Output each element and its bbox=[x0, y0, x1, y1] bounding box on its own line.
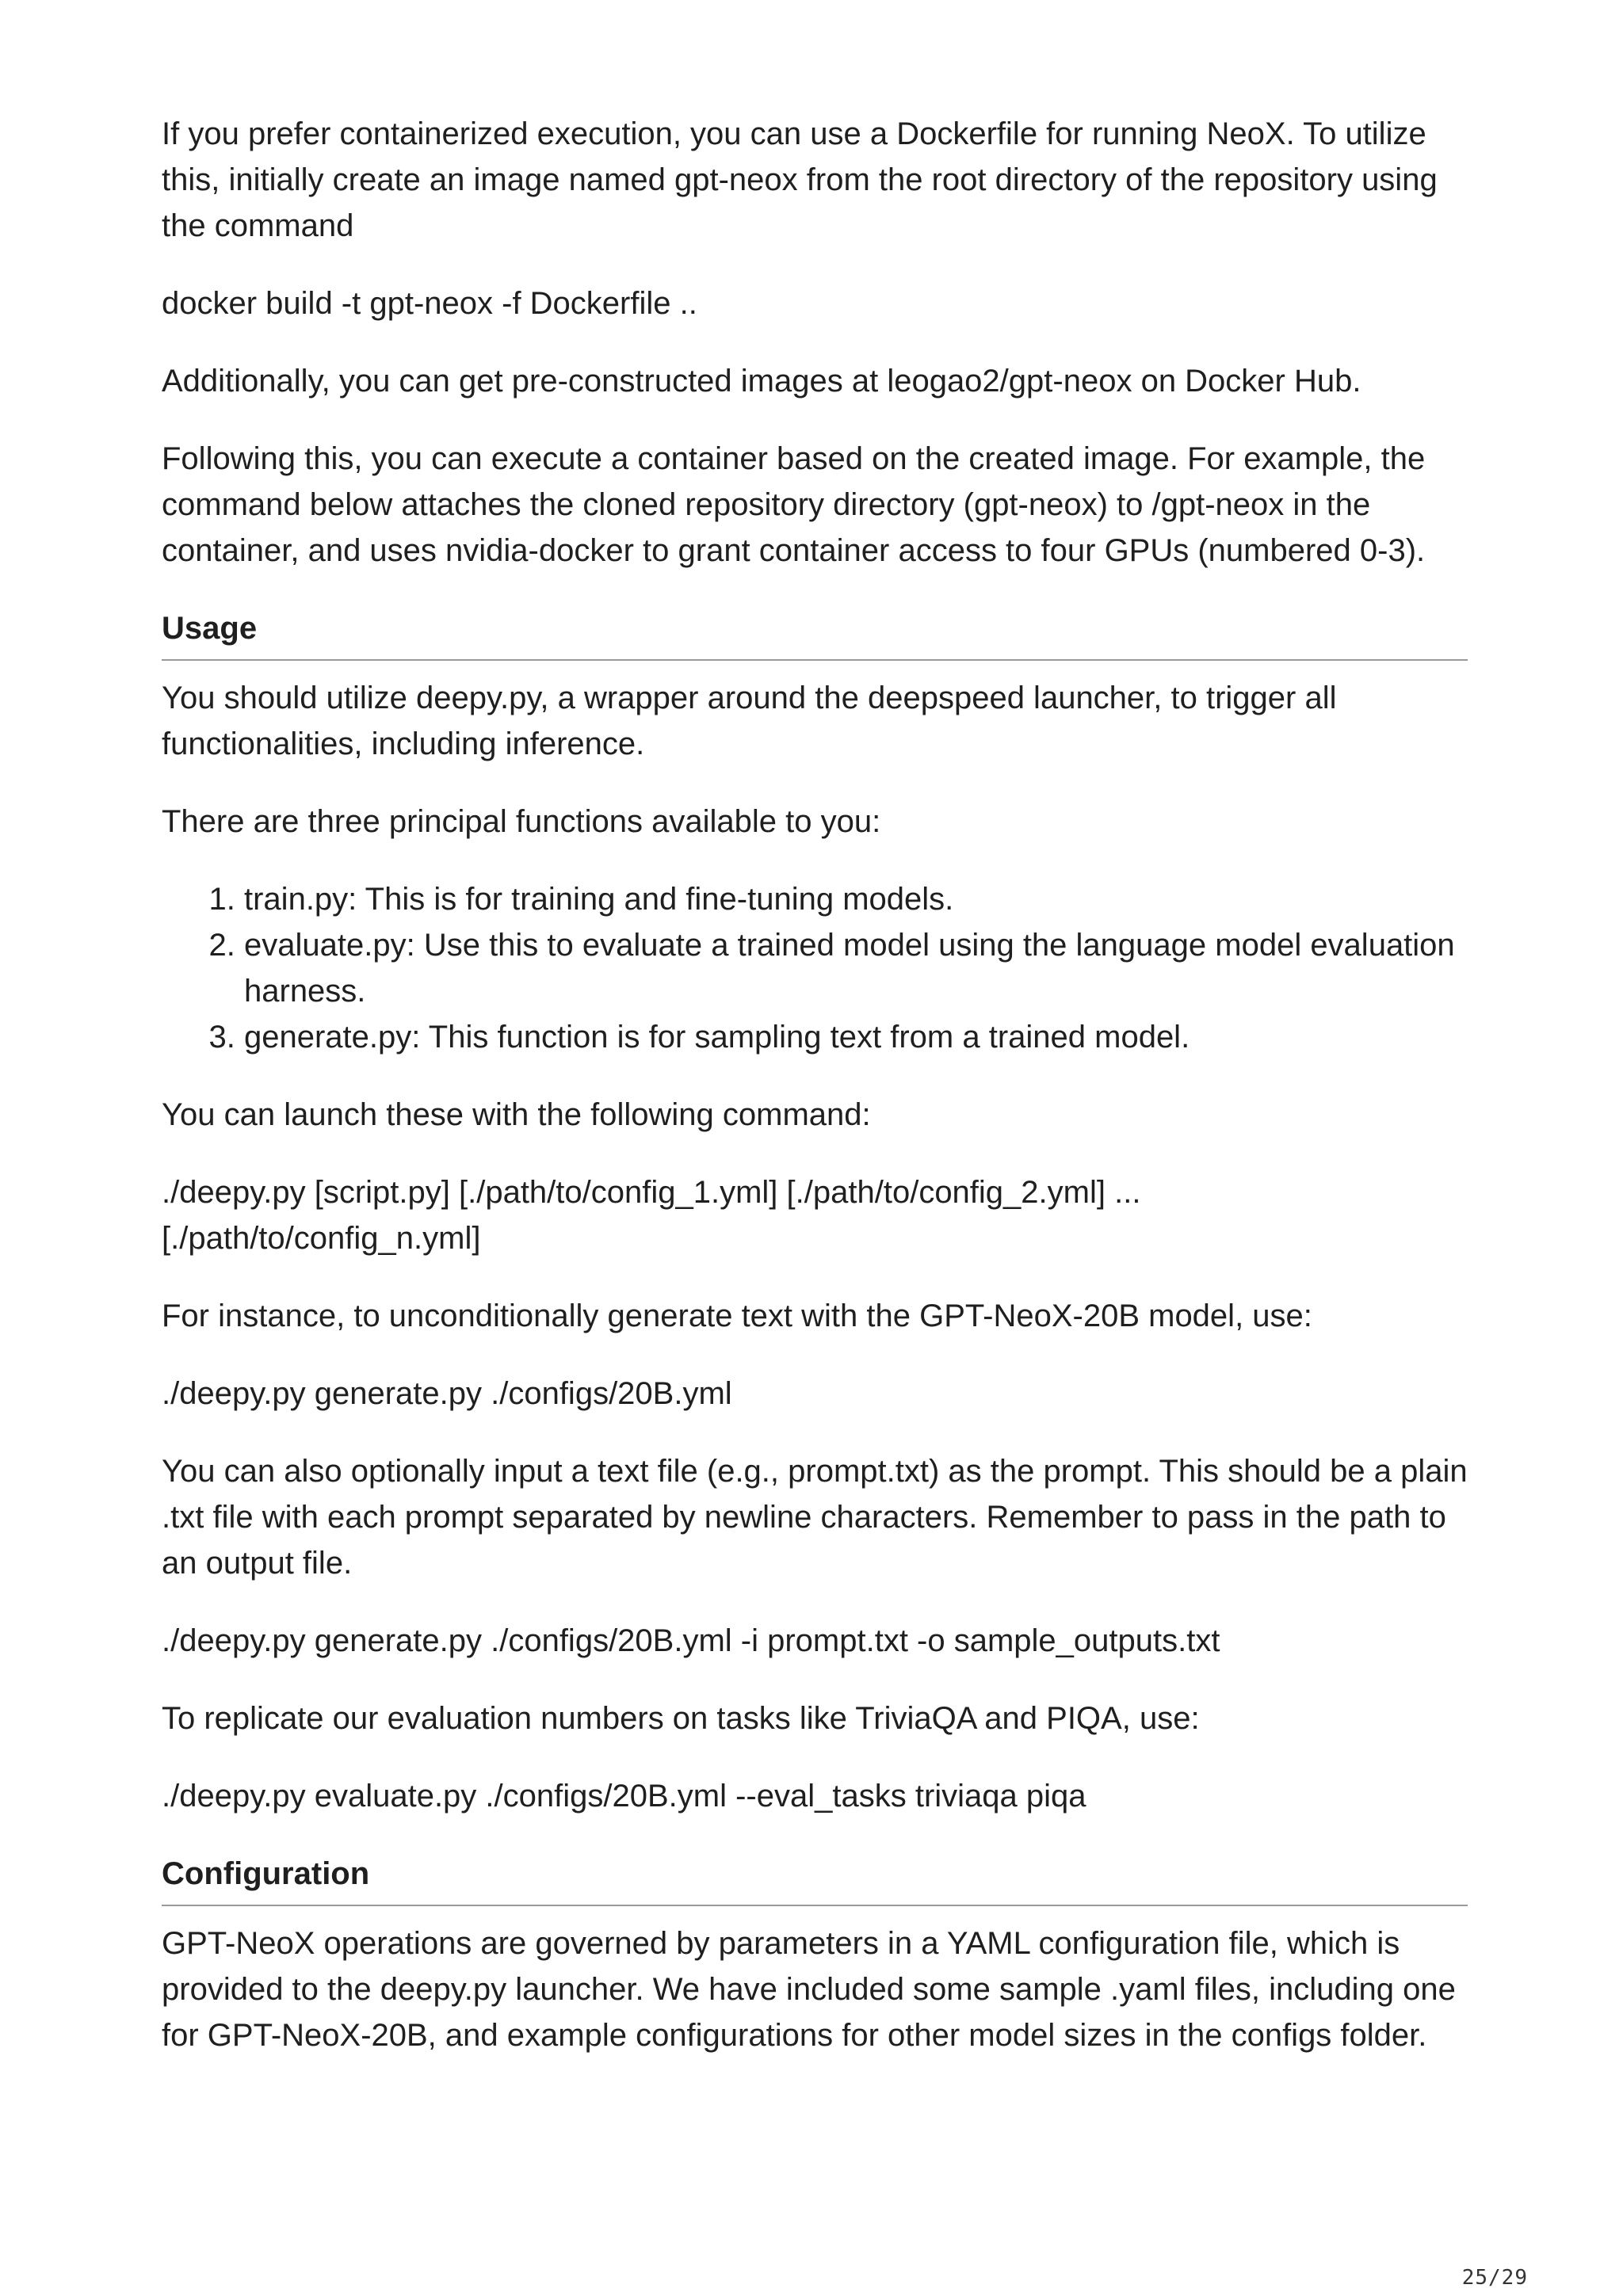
list-item: 1. train.py: This is for training and fine-tuning models. bbox=[244, 876, 1468, 922]
prompt-intro-paragraph: You can also optionally input a text file (e.g., prompt.txt) as the prompt. This should be a plain .txt file with each prompt separated by newline characters. Remember to pass in the path to an output file. bbox=[162, 1454, 1468, 1581]
launch-command: ./deepy.py [script.py] [./path/to/config_1.yml] [./path/to/config_2.yml] ... [./path/to/config_n.yml] bbox=[162, 1175, 1141, 1256]
prompt-command: ./deepy.py generate.py ./configs/20B.yml -i prompt.txt -o sample_outputs.txt bbox=[162, 1623, 1220, 1658]
usage-intro-paragraph: You should utilize deepy.py, a wrapper around the deepspeed launcher, to trigger all functionalities, including inference. bbox=[162, 681, 1337, 761]
configuration-heading: Configuration bbox=[162, 1851, 1468, 1906]
document-body bbox=[162, 111, 1468, 2090]
docker-intro-paragraph: If you prefer containerized execution, you can use a Dockerfile for running NeoX. To utilize this, initially create an image named gpt-neox from the root directory of the repository using the command bbox=[162, 116, 1438, 243]
docker-build-command: docker build -t gpt-neox -f Dockerfile .. bbox=[162, 286, 697, 321]
functions-list bbox=[162, 876, 1468, 1060]
configuration-paragraph: GPT-NeoX operations are governed by parameters in a YAML configuration file, which is provided to the deepy.py launcher. We have included some sample .yaml files, including one for GPT-NeoX-20B, and example configurations for other model sizes in the configs folder. bbox=[162, 1926, 1456, 2053]
list-item: 3. generate.py: This function is for sampling text from a trained model. bbox=[244, 1014, 1468, 1060]
generate-intro-paragraph: For instance, to unconditionally generate text with the GPT-NeoX-20B model, use: bbox=[162, 1299, 1312, 1333]
eval-intro-paragraph: To replicate our evaluation numbers on tasks like TriviaQA and PIQA, use: bbox=[162, 1701, 1200, 1736]
list-item: 2. evaluate.py: Use this to evaluate a trained model using the language model evaluation harness. bbox=[244, 922, 1468, 1014]
docker-run-paragraph: Following this, you can execute a container based on the created image. For example, the command below attaches the cloned repository directory (gpt-neox) to /gpt-neox in the container, and uses nvidia-docker to grant container access to four GPUs (numbered 0-3). bbox=[162, 441, 1426, 568]
functions-intro-paragraph: There are three principal functions available to you: bbox=[162, 804, 881, 839]
launch-intro-paragraph: You can launch these with the following command: bbox=[162, 1097, 871, 1132]
eval-command: ./deepy.py evaluate.py ./configs/20B.yml --eval_tasks triviaqa piqa bbox=[162, 1779, 1086, 1814]
usage-heading: Usage bbox=[162, 605, 1468, 661]
docker-hub-paragraph: Additionally, you can get pre-constructed images at leogao2/gpt-neox on Docker Hub. bbox=[162, 364, 1361, 399]
page-number: 25/29 bbox=[1461, 2266, 1528, 2290]
generate-command: ./deepy.py generate.py ./configs/20B.yml bbox=[162, 1376, 732, 1411]
